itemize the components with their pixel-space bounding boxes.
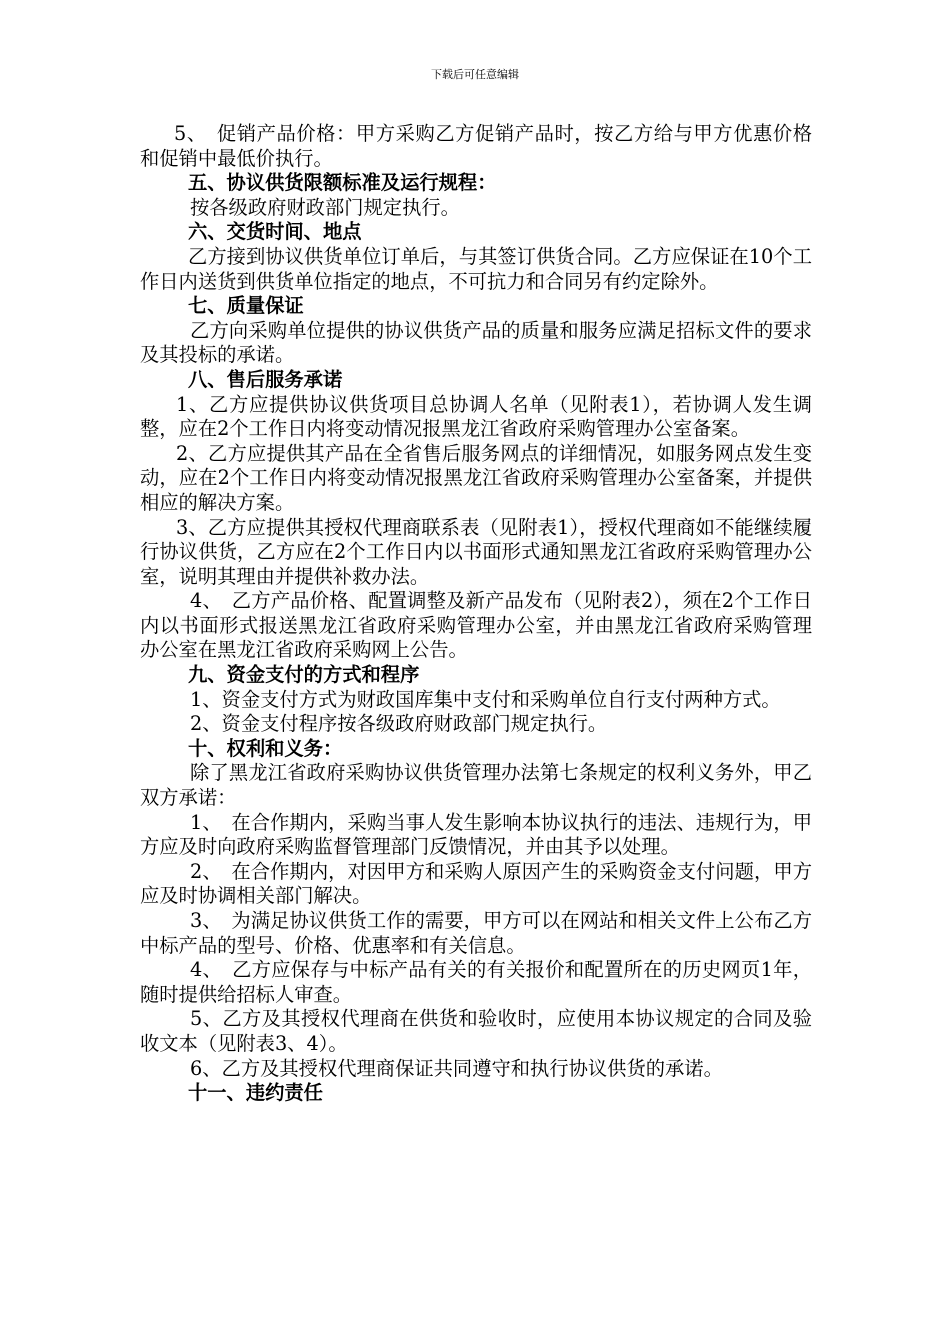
section-heading: 七、质量保证: [188, 294, 304, 318]
section-heading: 九、资金支付的方式和程序: [188, 663, 420, 687]
paragraph: 6、乙方及其授权代理商保证共同遵守和执行协议供货的承诺。: [190, 1056, 723, 1080]
section-heading: 六、交货时间、地点: [188, 220, 362, 244]
section-heading: 八、售后服务承诺: [188, 367, 343, 391]
paragraph: 1、乙方应提供协议供货项目总协调人名单（见附表1），若协调人发生调整，应在2个工作日内将变动情况报黑龙江省政府采购管理办公室备案。: [140, 392, 812, 441]
paragraph: 3、 为满足协议供货工作的需要，甲方可以在网站和相关文件上公布乙方中标产品的型号、价格、优惠率和有关信息。: [140, 909, 812, 957]
paragraph: 5、乙方及其授权代理商在供货和验收时，应使用本协议规定的合同及验收文本（见附表3、4）。: [140, 1007, 812, 1055]
page-header: 下载后可任意编辑: [431, 68, 519, 81]
paragraph: 4、 乙方应保存与中标产品有关的有关报价和配置所在的历史网页1年，随时提供给招标人审查。: [140, 958, 812, 1006]
document-body: [140, 122, 812, 1106]
paragraph: 1、 在合作期内，采购当事人发生影响本协议执行的违法、违规行为，甲方应及时向政府采购监督管理部门反馈情况，并由其予以处理。: [140, 810, 812, 859]
paragraph: 乙方接到协议供货单位订单后，与其签订供货合同。乙方应保证在10个工作日内送货到供货单位指定的地点，不可抗力和合同另有约定除外。: [140, 244, 813, 293]
paragraph: 3、乙方应提供其授权代理商联系表（见附表1），授权代理商如不能继续履行协议供货，乙方应在2个工作日内以书面形式通知黑龙江省政府采购管理办公室，说明其理由并提供补救办法。: [140, 515, 812, 588]
paragraph: 2、 在合作期内，对因甲方和采购人原因产生的采购资金支付问题，甲方应及时协调相关部门解决。: [140, 859, 812, 908]
paragraph: 按各级政府财政部门规定执行。: [190, 195, 460, 219]
section-heading: 十一、违约责任: [188, 1081, 323, 1105]
section-heading: 五、协议供货限额标准及运行规程：: [188, 171, 497, 195]
paragraph: 2、乙方应提供其产品在全省售后服务网点的详细情况，如服务网点发生变动，应在2个工作日内将变动情况报黑龙江省政府采购管理办公室备案，并提供相应的解决方案。: [140, 441, 812, 514]
paragraph: 2、资金支付程序按各级政府财政部门规定执行。: [190, 712, 608, 736]
section-heading: 十、权利和义务：: [188, 736, 343, 760]
paragraph: 1、资金支付方式为财政国库集中支付和采购单位自行支付两种方式。: [190, 687, 781, 711]
paragraph: 乙方向采购单位提供的协议供货产品的质量和服务应满足招标文件的要求及其投标的承诺。: [140, 318, 812, 367]
paragraph: 5、 促销产品价格：甲方采购乙方促销产品时，按乙方给与甲方优惠价格和促销中最低价执行。: [140, 122, 812, 170]
paragraph: 4、 乙方产品价格、配置调整及新产品发布（见附表2），须在2个工作日内以书面形式报送黑龙江省政府采购管理办公室，并由黑龙江省政府采购管理办公室在黑龙江省政府采购网上公告。: [140, 589, 812, 662]
paragraph: 除了黑龙江省政府采购协议供货管理办法第七条规定的权利义务外，甲乙双方承诺：: [140, 761, 812, 810]
